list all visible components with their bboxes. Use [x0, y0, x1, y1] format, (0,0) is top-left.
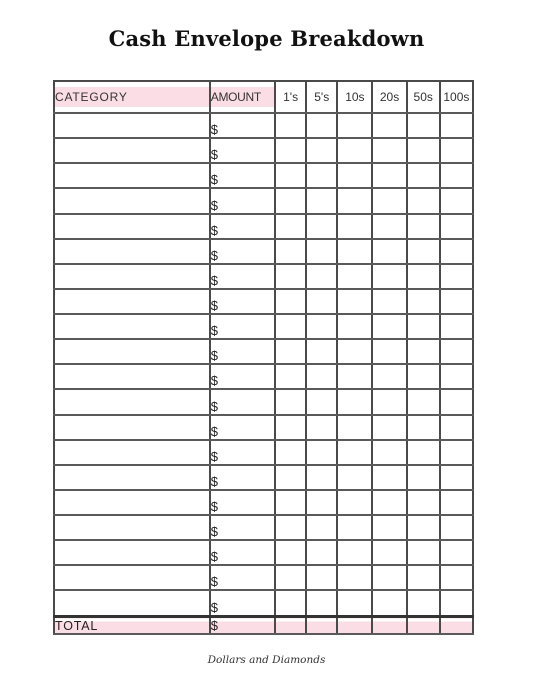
- denomination-cell-1s[interactable]: [275, 465, 306, 490]
- denomination-cell-5s[interactable]: [306, 214, 337, 239]
- denomination-cell-100s[interactable]: [440, 314, 473, 339]
- currency-symbol: $: [210, 448, 218, 464]
- denomination-cell-100s[interactable]: [440, 214, 473, 239]
- denomination-cell-5s[interactable]: [306, 113, 337, 138]
- currency-symbol: $: [210, 499, 218, 514]
- category-cell[interactable]: [54, 188, 210, 213]
- denomination-cell-10s[interactable]: [337, 590, 372, 616]
- denomination-cell-50s[interactable]: [407, 188, 440, 213]
- total-row: [54, 617, 473, 635]
- denomination-cell-1s[interactable]: [275, 389, 306, 414]
- currency-symbol: $: [210, 197, 218, 213]
- category-cell[interactable]: [54, 389, 210, 414]
- table-row: [54, 239, 473, 264]
- denomination-cell-1s[interactable]: [275, 289, 306, 314]
- denomination-cell-1s[interactable]: [275, 113, 306, 138]
- denomination-cell-10s[interactable]: [337, 239, 372, 264]
- denomination-header-50s: 50s: [407, 81, 440, 113]
- denomination-cell-10s[interactable]: [337, 490, 372, 515]
- total-100s-cell[interactable]: [440, 617, 473, 635]
- total-5s-cell[interactable]: [306, 617, 337, 635]
- denomination-cell-1s[interactable]: [275, 314, 306, 339]
- denomination-cell-20s[interactable]: [372, 515, 406, 540]
- denomination-cell-1s[interactable]: [275, 364, 306, 389]
- denomination-cell-50s[interactable]: [407, 565, 440, 590]
- denomination-cell-10s[interactable]: [337, 289, 372, 314]
- amount-cell[interactable]: [210, 163, 275, 188]
- header-row: [54, 81, 473, 113]
- denomination-cell-20s[interactable]: [372, 289, 406, 314]
- denomination-header-1s: 1's: [275, 81, 306, 113]
- table-row: [54, 415, 473, 440]
- currency-symbol: $: [210, 473, 218, 489]
- denomination-cell-50s[interactable]: [407, 214, 440, 239]
- table-row: [54, 540, 473, 565]
- amount-cell[interactable]: [210, 415, 275, 440]
- category-cell[interactable]: [54, 138, 210, 163]
- denomination-cell-50s[interactable]: [407, 540, 440, 565]
- denomination-cell-50s[interactable]: [407, 113, 440, 138]
- currency-symbol: $: [210, 147, 218, 163]
- denomination-cell-1s[interactable]: [275, 264, 306, 289]
- category-cell[interactable]: [54, 590, 210, 616]
- table-row: [54, 490, 473, 515]
- category-cell[interactable]: [54, 314, 210, 339]
- denomination-cell-5s[interactable]: [306, 490, 337, 515]
- currency-symbol: $: [210, 600, 218, 615]
- denomination-header-10s: 10s: [337, 81, 372, 113]
- denomination-cell-20s[interactable]: [372, 264, 406, 289]
- table-row: [54, 590, 473, 616]
- table-row: [54, 565, 473, 590]
- amount-cell[interactable]: [210, 515, 275, 540]
- denomination-cell-20s[interactable]: [372, 540, 406, 565]
- denomination-cell-10s[interactable]: [337, 264, 372, 289]
- denomination-cell-100s[interactable]: [440, 264, 473, 289]
- denomination-cell-5s[interactable]: [306, 289, 337, 314]
- category-cell[interactable]: [54, 264, 210, 289]
- denomination-cell-10s[interactable]: [337, 565, 372, 590]
- currency-symbol: $: [210, 222, 218, 238]
- denomination-cell-50s[interactable]: [407, 415, 440, 440]
- denomination-cell-10s[interactable]: [337, 364, 372, 389]
- denomination-cell-1s[interactable]: [275, 490, 306, 515]
- denomination-cell-100s[interactable]: [440, 515, 473, 540]
- denomination-cell-50s[interactable]: [407, 440, 440, 465]
- category-cell[interactable]: [54, 214, 210, 239]
- denomination-cell-5s[interactable]: [306, 389, 337, 414]
- budget-sheet: [53, 80, 474, 635]
- total-label: TOTAL: [54, 617, 210, 635]
- denomination-cell-10s[interactable]: [337, 314, 372, 339]
- denomination-cell-100s[interactable]: [440, 565, 473, 590]
- denomination-cell-20s[interactable]: [372, 440, 406, 465]
- currency-symbol: $: [210, 423, 218, 439]
- currency-symbol: $: [210, 298, 218, 313]
- denomination-cell-100s[interactable]: [440, 389, 473, 414]
- amount-header: AMOUNT: [210, 81, 275, 113]
- denomination-cell-1s[interactable]: [275, 565, 306, 590]
- denomination-cell-5s[interactable]: [306, 163, 337, 188]
- brand-footer: Dollars and Diamonds: [207, 654, 326, 666]
- table-row: [54, 264, 473, 289]
- denomination-cell-5s[interactable]: [306, 440, 337, 465]
- category-cell[interactable]: [54, 289, 210, 314]
- denomination-cell-5s[interactable]: [306, 415, 337, 440]
- denomination-cell-100s[interactable]: [440, 440, 473, 465]
- denomination-header-100s: 100s: [440, 81, 473, 113]
- category-cell[interactable]: [54, 339, 210, 364]
- amount-cell[interactable]: [210, 239, 275, 264]
- denomination-cell-10s[interactable]: [337, 440, 372, 465]
- denomination-cell-1s[interactable]: [275, 163, 306, 188]
- denomination-cell-5s[interactable]: [306, 188, 337, 213]
- denomination-cell-50s[interactable]: [407, 389, 440, 414]
- denomination-cell-50s[interactable]: [407, 314, 440, 339]
- denomination-cell-5s[interactable]: [306, 515, 337, 540]
- category-cell[interactable]: [54, 163, 210, 188]
- total-10s-cell[interactable]: [337, 617, 372, 635]
- category-cell[interactable]: [54, 364, 210, 389]
- table-row: [54, 163, 473, 188]
- table-row: [54, 339, 473, 364]
- denomination-cell-100s[interactable]: [440, 465, 473, 490]
- currency-symbol: $: [210, 348, 218, 364]
- denomination-cell-100s[interactable]: [440, 364, 473, 389]
- denomination-cell-100s[interactable]: [440, 339, 473, 364]
- denomination-cell-100s[interactable]: [440, 289, 473, 314]
- category-header: CATEGORY: [54, 81, 210, 113]
- amount-cell[interactable]: [210, 188, 275, 213]
- denomination-cell-20s[interactable]: [372, 188, 406, 213]
- denomination-cell-10s[interactable]: [337, 339, 372, 364]
- denomination-cell-50s[interactable]: [407, 289, 440, 314]
- amount-cell[interactable]: [210, 389, 275, 414]
- amount-cell[interactable]: [210, 113, 275, 138]
- amount-cell[interactable]: [210, 490, 275, 515]
- denomination-cell-20s[interactable]: [372, 113, 406, 138]
- denomination-cell-5s[interactable]: [306, 264, 337, 289]
- denomination-cell-100s[interactable]: [440, 490, 473, 515]
- table-row: [54, 113, 473, 138]
- denomination-cell-10s[interactable]: [337, 214, 372, 239]
- table-row: [54, 314, 473, 339]
- denomination-cell-50s[interactable]: [407, 239, 440, 264]
- amount-cell[interactable]: [210, 138, 275, 163]
- denomination-cell-20s[interactable]: [372, 339, 406, 364]
- denomination-cell-5s[interactable]: [306, 540, 337, 565]
- category-cell[interactable]: [54, 239, 210, 264]
- denomination-cell-20s[interactable]: [372, 565, 406, 590]
- denomination-cell-20s[interactable]: [372, 465, 406, 490]
- denomination-cell-1s[interactable]: [275, 339, 306, 364]
- envelope-rows: [54, 113, 473, 617]
- denomination-cell-5s[interactable]: [306, 364, 337, 389]
- denomination-cell-10s[interactable]: [337, 515, 372, 540]
- table-row: [54, 389, 473, 414]
- denomination-cell-10s[interactable]: [337, 163, 372, 188]
- denomination-cell-20s[interactable]: [372, 415, 406, 440]
- category-cell[interactable]: [54, 440, 210, 465]
- amount-cell[interactable]: [210, 264, 275, 289]
- denomination-cell-50s[interactable]: [407, 590, 440, 616]
- total-1s-cell[interactable]: [275, 617, 306, 635]
- currency-symbol: $: [210, 172, 218, 188]
- currency-symbol: $: [210, 122, 218, 138]
- denomination-cell-50s[interactable]: [407, 465, 440, 490]
- denomination-cell-50s[interactable]: [407, 163, 440, 188]
- denomination-cell-50s[interactable]: [407, 264, 440, 289]
- denomination-cell-20s[interactable]: [372, 490, 406, 515]
- denomination-cell-100s[interactable]: [440, 188, 473, 213]
- table-row: [54, 364, 473, 389]
- denomination-cell-5s[interactable]: [306, 314, 337, 339]
- category-cell[interactable]: [54, 540, 210, 565]
- denomination-cell-1s[interactable]: [275, 440, 306, 465]
- denomination-header-5s: 5's: [306, 81, 337, 113]
- currency-symbol: $: [210, 323, 218, 339]
- denomination-cell-20s[interactable]: [372, 314, 406, 339]
- denomination-cell-20s[interactable]: [372, 239, 406, 264]
- amount-cell[interactable]: [210, 565, 275, 590]
- table-row: [54, 188, 473, 213]
- denomination-cell-10s[interactable]: [337, 415, 372, 440]
- denomination-cell-10s[interactable]: [337, 188, 372, 213]
- denomination-cell-10s[interactable]: [337, 138, 372, 163]
- denomination-cell-100s[interactable]: [440, 138, 473, 163]
- category-cell[interactable]: [54, 415, 210, 440]
- currency-symbol: $: [210, 247, 218, 263]
- denomination-cell-20s[interactable]: [372, 389, 406, 414]
- denomination-cell-100s[interactable]: [440, 590, 473, 616]
- category-cell[interactable]: [54, 515, 210, 540]
- currency-symbol: $: [210, 549, 218, 565]
- denomination-cell-100s[interactable]: [440, 163, 473, 188]
- denomination-cell-50s[interactable]: [407, 339, 440, 364]
- total-50s-cell[interactable]: [407, 617, 440, 635]
- page-title: Cash Envelope Breakdown: [108, 26, 425, 51]
- currency-symbol: $: [210, 524, 218, 540]
- denomination-cell-20s[interactable]: [372, 364, 406, 389]
- table-row: [54, 138, 473, 163]
- denomination-cell-50s[interactable]: [407, 490, 440, 515]
- denomination-cell-20s[interactable]: [372, 163, 406, 188]
- denomination-cell-100s[interactable]: [440, 540, 473, 565]
- denomination-cell-10s[interactable]: [337, 540, 372, 565]
- amount-cell[interactable]: [210, 289, 275, 314]
- denomination-cell-5s[interactable]: [306, 465, 337, 490]
- amount-cell[interactable]: [210, 440, 275, 465]
- denomination-cell-1s[interactable]: [275, 188, 306, 213]
- amount-cell[interactable]: [210, 590, 275, 616]
- currency-symbol: $: [210, 373, 218, 389]
- denomination-header-20s: 20s: [372, 81, 406, 113]
- amount-cell[interactable]: [210, 540, 275, 565]
- total-20s-cell[interactable]: [372, 617, 406, 635]
- denomination-cell-5s[interactable]: [306, 590, 337, 616]
- amount-cell[interactable]: [210, 339, 275, 364]
- currency-symbol: $: [210, 272, 218, 288]
- denomination-cell-20s[interactable]: [372, 214, 406, 239]
- category-cell[interactable]: [54, 565, 210, 590]
- currency-symbol: $: [210, 574, 218, 590]
- denomination-cell-10s[interactable]: [337, 113, 372, 138]
- table-row: [54, 289, 473, 314]
- denomination-cell-1s[interactable]: [275, 540, 306, 565]
- denomination-cell-100s[interactable]: [440, 415, 473, 440]
- denomination-cell-50s[interactable]: [407, 364, 440, 389]
- amount-cell[interactable]: [210, 214, 275, 239]
- category-cell[interactable]: [54, 113, 210, 138]
- table-row: [54, 214, 473, 239]
- cash-envelope-table: [53, 80, 474, 635]
- denomination-cell-1s[interactable]: [275, 590, 306, 616]
- table-row: [54, 515, 473, 540]
- table-row: [54, 465, 473, 490]
- denomination-cell-100s[interactable]: [440, 239, 473, 264]
- denomination-cell-20s[interactable]: [372, 138, 406, 163]
- denomination-cell-20s[interactable]: [372, 590, 406, 616]
- denomination-cell-1s[interactable]: [275, 415, 306, 440]
- currency-symbol: $: [210, 618, 218, 633]
- denomination-cell-5s[interactable]: [306, 565, 337, 590]
- denomination-cell-1s[interactable]: [275, 214, 306, 239]
- denomination-cell-100s[interactable]: [440, 113, 473, 138]
- denomination-cell-5s[interactable]: [306, 339, 337, 364]
- denomination-cell-1s[interactable]: [275, 138, 306, 163]
- denomination-cell-1s[interactable]: [275, 515, 306, 540]
- category-cell[interactable]: [54, 490, 210, 515]
- denomination-cell-5s[interactable]: [306, 239, 337, 264]
- denomination-cell-5s[interactable]: [306, 138, 337, 163]
- denomination-cell-50s[interactable]: [407, 138, 440, 163]
- amount-cell[interactable]: [210, 465, 275, 490]
- table-row: [54, 440, 473, 465]
- total-amount-cell[interactable]: [210, 617, 275, 635]
- denomination-cell-10s[interactable]: [337, 465, 372, 490]
- denomination-cell-1s[interactable]: [275, 239, 306, 264]
- amount-cell[interactable]: [210, 364, 275, 389]
- currency-symbol: $: [210, 398, 218, 414]
- amount-cell[interactable]: [210, 314, 275, 339]
- denomination-cell-50s[interactable]: [407, 515, 440, 540]
- category-cell[interactable]: [54, 465, 210, 490]
- denomination-cell-10s[interactable]: [337, 389, 372, 414]
